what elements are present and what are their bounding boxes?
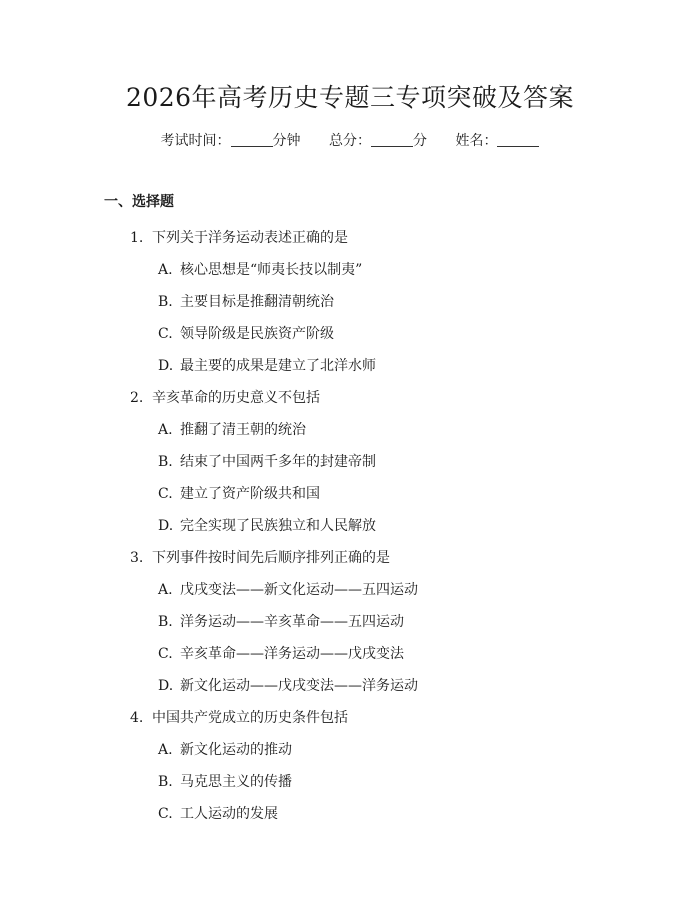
option-text: 工人运动的发展 (180, 806, 278, 822)
question-text: 下列事件按时间先后顺序排列正确的是 (152, 550, 390, 566)
option-text: 完全实现了民族独立和人民解放 (180, 518, 376, 534)
answer-option (130, 286, 670, 318)
question-stem (130, 542, 670, 574)
question-stem (130, 222, 670, 254)
option-letter: C. (158, 486, 173, 502)
option-letter: C. (158, 326, 173, 342)
student-name-field (455, 131, 539, 151)
question-number: 4. (130, 710, 144, 726)
exam-time-field (161, 131, 301, 151)
option-text: 辛亥革命——洋务运动——戊戌变法 (180, 646, 404, 662)
option-letter: B. (158, 774, 173, 790)
option-letter: B. (158, 294, 173, 310)
student-name-blank (497, 132, 539, 147)
total-score-field (329, 131, 427, 151)
option-text: 结束了中国两千多年的封建帝制 (180, 454, 376, 470)
option-letter: D. (158, 678, 174, 694)
answer-option (130, 798, 670, 830)
option-text: 最主要的成果是建立了北洋水师 (180, 358, 376, 374)
answer-option (130, 670, 670, 702)
question-stem (130, 702, 670, 734)
option-text: 推翻了清王朝的统治 (180, 422, 306, 438)
option-text: 新文化运动的推动 (180, 742, 292, 758)
answer-option (130, 254, 670, 286)
option-text: 新文化运动——戊戌变法——洋务运动 (180, 678, 418, 694)
option-letter: A. (158, 582, 173, 598)
question-number: 3. (130, 550, 144, 566)
question-text: 下列关于洋务运动表述正确的是 (152, 230, 348, 246)
exam-time-unit: 分钟 (272, 133, 301, 149)
answer-option (130, 734, 670, 766)
question-text: 辛亥革命的历史意义不包括 (152, 390, 320, 406)
option-text: 主要目标是推翻清朝统治 (180, 294, 334, 310)
total-score-label: 总分： (329, 133, 371, 149)
answer-option (130, 574, 670, 606)
exam-time-blank (231, 132, 273, 147)
option-letter: D. (158, 358, 174, 374)
total-score-unit: 分 (413, 133, 427, 149)
answer-option (130, 766, 670, 798)
section-title: 一、选择题 (104, 194, 174, 210)
answer-option (130, 350, 670, 382)
option-text: 领导阶级是民族资产阶级 (180, 326, 334, 342)
question-list (130, 222, 670, 830)
question-stem (130, 382, 670, 414)
option-letter: A. (158, 262, 173, 278)
answer-option (130, 478, 670, 510)
answer-option (130, 606, 670, 638)
question-number: 1. (130, 230, 144, 246)
exam-meta (0, 131, 700, 151)
option-text: 核心思想是“师夷长技以制夷” (180, 262, 363, 278)
option-letter: A. (158, 742, 173, 758)
answer-option (130, 414, 670, 446)
answer-option (130, 638, 670, 670)
question-number: 2. (130, 390, 144, 406)
answer-option (130, 446, 670, 478)
option-letter: B. (158, 454, 173, 470)
answer-option (130, 510, 670, 542)
option-letter: B. (158, 614, 173, 630)
option-letter: A. (158, 422, 173, 438)
option-text: 洋务运动——辛亥革命——五四运动 (180, 614, 404, 630)
option-letter: C. (158, 646, 173, 662)
option-letter: C. (158, 806, 173, 822)
question-text: 中国共产党成立的历史条件包括 (152, 710, 348, 726)
student-name-label: 姓名： (455, 133, 498, 149)
option-text: 马克思主义的传播 (180, 774, 292, 790)
total-score-blank (371, 132, 413, 147)
option-letter: D. (158, 518, 174, 534)
option-text: 建立了资产阶级共和国 (180, 486, 320, 502)
exam-time-label: 考试时间： (160, 133, 231, 149)
answer-option (130, 318, 670, 350)
option-text: 戊戌变法——新文化运动——五四运动 (180, 582, 418, 598)
document-title: 2026年高考历史专题三专项突破及答案 (125, 83, 575, 112)
